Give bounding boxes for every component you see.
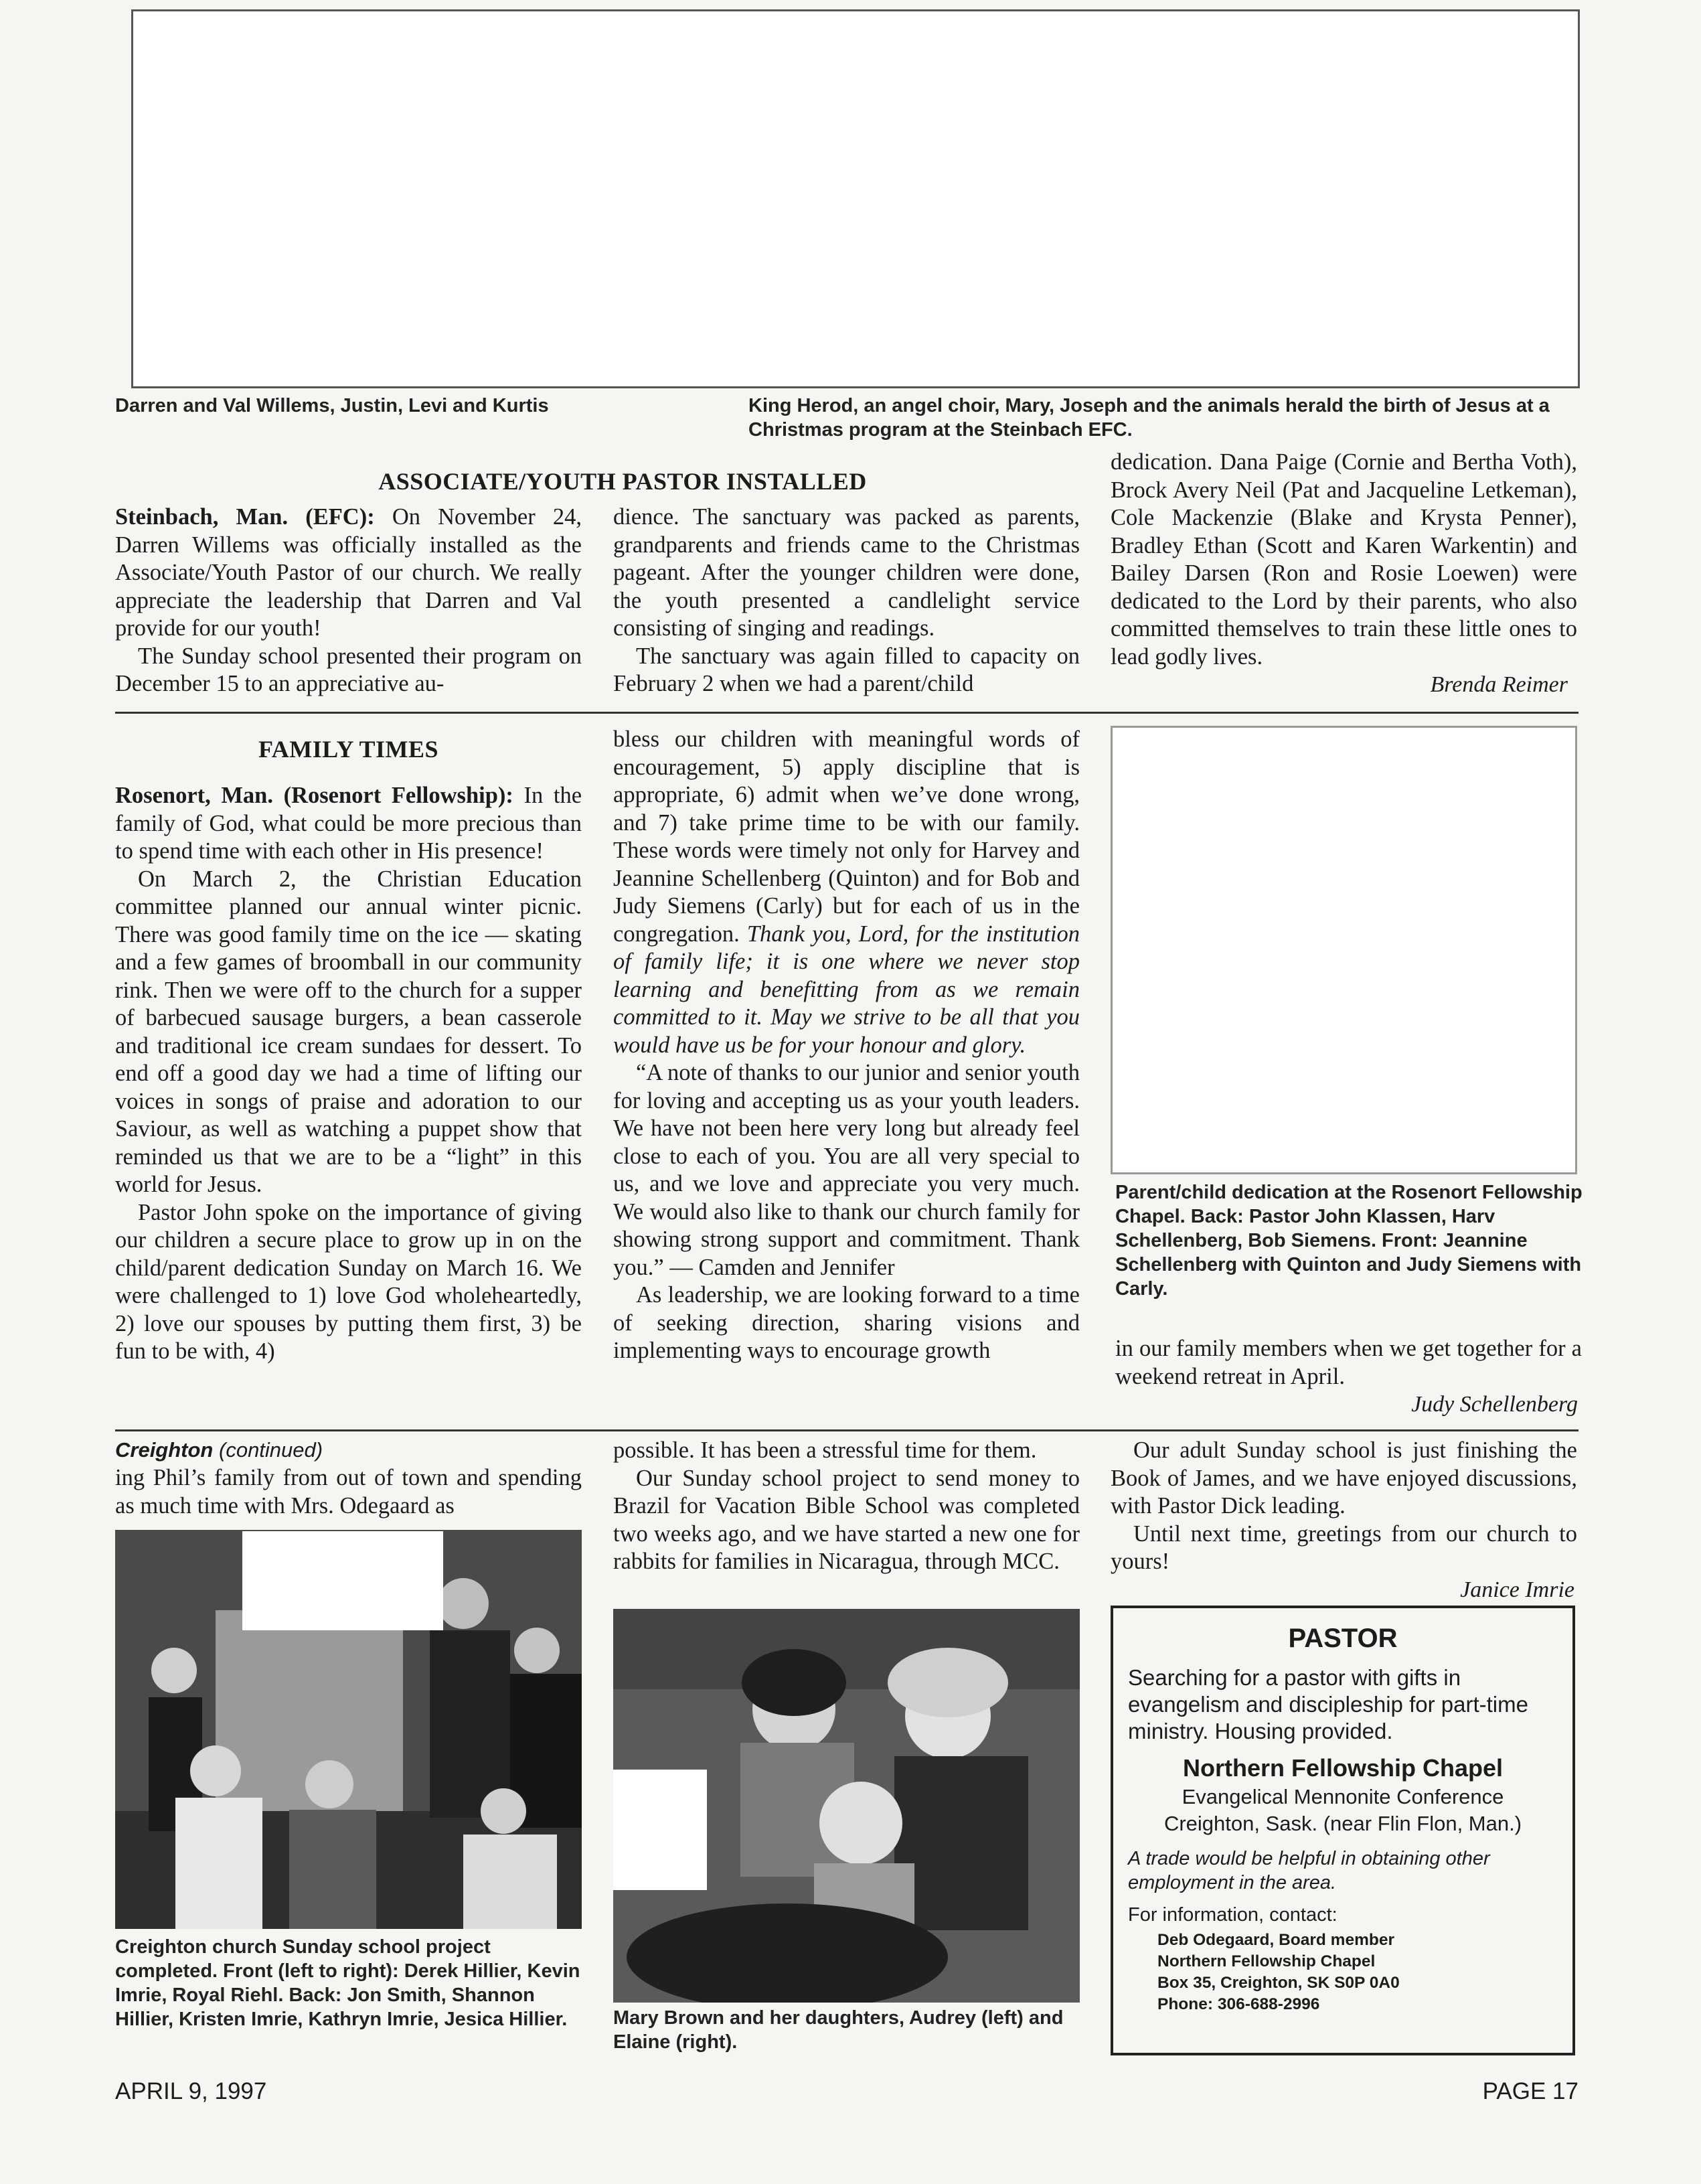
top-photo-placeholder: [131, 9, 1580, 388]
article2-col2-p1a: bless our children with meaningful words of encouragement, 5) apply discipline that is appropriate, 6) admit when we’ve done wrong, and 7) take prime time to be with our family. These words were timely not only for Harvey and Jeannine Schellenberg (Quinton) and for Bob and Judy Siemens (Carly) but for each of us in the congregation.: [613, 726, 1080, 947]
article2-col2: [613, 726, 1080, 1365]
article3-photo2-caption: Mary Brown and her daughters, Audrey (left) and Elaine (right).: [613, 2007, 1064, 2053]
article3-col3-p2: Until next time, greetings from our church to yours!: [1111, 1520, 1577, 1574]
article1-signature: Brenda Reimer: [1430, 672, 1568, 697]
article3-col1: [115, 1464, 582, 1520]
article1-col1-p2: The Sunday school presented their program on December 15 to an appreciative au-: [115, 643, 582, 696]
ad-body: Searching for a pastor with gifts in evangelism and discipleship for part-time ministry. Housing provided.: [1128, 1665, 1528, 1743]
article1-dateline: Steinbach, Man. (EFC):: [115, 504, 375, 530]
article3-photo-children: [115, 1530, 582, 1929]
article2-col1: Rosenort, Man. (Rosenort Fellowship): In the family of God, what could be more precious than to spend time with each other in His presence! On March 2, the Christian Education committee planned our annual winter picnic. There was good family time on the ice — skating and a few games of broomball in our community rink. Then we were off to the church for a supper of barbecued sausage burgers, a bean casserole and traditional ice cream sundaes for dessert. To end off a good day we had a time of lifting our voices in songs of praise and adoration to our Saviour, as well as watching a puppet show that reminded us that we are to be a “light” in this world for Jesus. Pastor John spoke on the importance of giving our children a secure place to grow up in on the child/parent dedication Sunday on March 16. We were challenged to 1) love God wholeheartedly, 2) love our spouses by putting them first, 3) be fun to be with, 4): [115, 782, 582, 1366]
children-photo-graphic: [115, 1530, 582, 1929]
article3-col2-p1: possible. It has been a stressful time for them.: [613, 1437, 1037, 1463]
ad-contact-line: Box 35, Creighton, SK S0P 0A0: [1157, 1974, 1400, 1992]
article2-photo-caption: Parent/child dedication at the Rosenort Fellowship Chapel. Back: Pastor John Klassen, Harv Schellenberg, Bob Siemens. Front: Jeannine Schellenberg with Quinton and Judy Siemens with Carly.: [1115, 1182, 1583, 1300]
footer-date: APRIL 9, 1997: [115, 2078, 267, 2104]
divider-2: [115, 1429, 1578, 1431]
article3-col3-p1: Our adult Sunday school is just finishing the Book of James, and we have enjoyed discussions, with Pastor Dick leading.: [1111, 1437, 1577, 1518]
ad-location: Creighton, Sask. (near Flin Flon, Man.): [1163, 1812, 1522, 1835]
divider-1: [115, 712, 1578, 714]
article3-header: [115, 1438, 582, 1462]
article3-col2: [613, 1437, 1080, 1576]
top-photo-caption-left: Darren and Val Willems, Justin, Levi and Kurtis: [115, 395, 549, 416]
article2-signature: Judy Schellenberg: [1411, 1392, 1578, 1417]
article3-col2-p2: Our Sunday school project to send money to Brazil for Vacation Bible School was completed two weeks ago, and we have started a new one for rabbits for families in Nicaragua, through MCC.: [613, 1465, 1080, 1574]
article3-col3: [1111, 1437, 1577, 1604]
article2-col2-p2: “A note of thanks to our junior and senior youth for loving and accepting us as your youth leaders. We have not been here very long but already feel close to each of you. You are all very special to us, and we love and appreciate you very much. We would also like to thank our church family for showing strong support and commitment. Thank you.” — Camden and Jennifer: [613, 1060, 1080, 1280]
article1-col2-p1: dience. The sanctuary was packed as parents, grandparents and friends came to the Christmas pageant. After the younger children were done, the youth presented a candlelight service consisting of singing and readings.: [613, 504, 1080, 641]
ad-note: A trade would be helpful in obtaining other employment in the area.: [1128, 1848, 1490, 1893]
pastor-ad-box: [1111, 1606, 1575, 2055]
article3-title: Creighton: [115, 1438, 214, 1462]
article2-col3-p1: in our family members when we get together for a weekend retreat in April.: [1115, 1336, 1582, 1389]
article2-col3: [1115, 1335, 1582, 1419]
ad-org: Northern Fellowship Chapel: [1182, 1754, 1504, 1782]
article3-photo-mary-brown: [613, 1609, 1080, 2003]
ad-title: PASTOR: [1288, 1624, 1398, 1653]
article1-col3-p1: dedication. Dana Paige (Cornie and Bertha Voth), Brock Avery Neil (Pat and Jacqueline Letkeman), Cole Mackenzie (Blake and Krysta Penner), Bradley Ethan (Scott and Karen Warkentin) and Bailey Darsen (Ron and Rosie Loewen) were dedicated to the Lord by their parents, who also committed themselves to train these little ones to lead godly lives.: [1111, 449, 1577, 670]
top-photo-caption-right: King Herod, an angel choir, Mary, Joseph and the animals herald the birth of Jesus at a Christmas program at the Steinbach EFC.: [748, 395, 1550, 441]
ad-contact-block: [1157, 1930, 1558, 2015]
article1-title: ASSOCIATE/YOUTH PASTOR INSTALLED: [378, 468, 867, 495]
article3-photo1-caption: Creighton church Sunday school project completed. Front (left to right): Derek Hillier, Kevin Imrie, Royal Riehl. Back: Jon Smith, Shannon Hillier, Kristen Imrie, Kathryn Imrie, Jesica Hillier.: [115, 1936, 580, 2030]
ad-contact-label: For information, contact:: [1128, 1904, 1338, 1926]
article2-dateline: Rosenort, Man. (Rosenort Fellowship):: [115, 783, 513, 808]
article3-continued: (continued): [219, 1438, 323, 1462]
article2-col1-p2: On March 2, the Christian Education committee planned our annual winter picnic. There was good family time on the ice — skating and a few games of broomball in our community rink. Then we were off to the church for a supper of barbecued sausage burgers, a bean casserole and traditional ice cream sundaes for dessert. To end off a good day we had a time of lifting our voices in songs of praise and adoration to our Saviour, as well as watching a puppet show that reminded us that we are to be a “light” in this world for Jesus.: [115, 866, 582, 1197]
article3-col1-p1: ing Phil’s family from out of town and spending as much time with Mrs. Odegaard as: [115, 1465, 582, 1518]
article2-title: FAMILY TIMES: [258, 736, 439, 763]
article2-photo-placeholder: [1111, 726, 1577, 1174]
article2-col2-p1b: Thank you, Lord, for the institution of family life; it is one where we never stop learning and benefitting from as we remain committed to it. May we strive to be all that you would have us be for your honour and glory.: [613, 921, 1080, 1058]
ad-conference: Evangelical Mennonite Conference: [1182, 1785, 1504, 1808]
ad-contact-line: Northern Fellowship Chapel: [1157, 1952, 1376, 1970]
article1-col2: [613, 503, 1080, 698]
mary-brown-photo-graphic: [613, 1609, 1080, 2003]
footer-page: PAGE 17: [1482, 2078, 1578, 2104]
ad-contact-line: Deb Odegaard, Board member: [1157, 1931, 1394, 1949]
ad-contact-line: Phone: 306-688-2996: [1157, 1995, 1320, 2013]
article3-signature: Janice Imrie: [1460, 1577, 1574, 1602]
article1-col2-p2: The sanctuary was again filled to capacity on February 2 when we had a parent/child: [613, 643, 1080, 696]
article1-col1: Steinbach, Man. (EFC): On November 24, Darren Willems was officially installed as the Associate/Youth Pastor of our church. We really appreciate the leadership that Darren and Val provide for our youth! The Sunday school presented their program on December 15 to an appreciative au-: [115, 503, 582, 698]
article2-col1-p3: Pastor John spoke on the importance of giving our children a secure place to grow up in on the child/parent dedication Sunday on March 16. We were challenged to 1) love God wholeheartedly, 2) love our spouses by putting them first, 3) be fun to be with, 4): [115, 1199, 582, 1364]
article1-col3: [1111, 449, 1577, 699]
article2-col2-p3: As leadership, we are looking forward to a time of seeking direction, sharing visions and implementing ways to encourage growth: [613, 1282, 1080, 1363]
